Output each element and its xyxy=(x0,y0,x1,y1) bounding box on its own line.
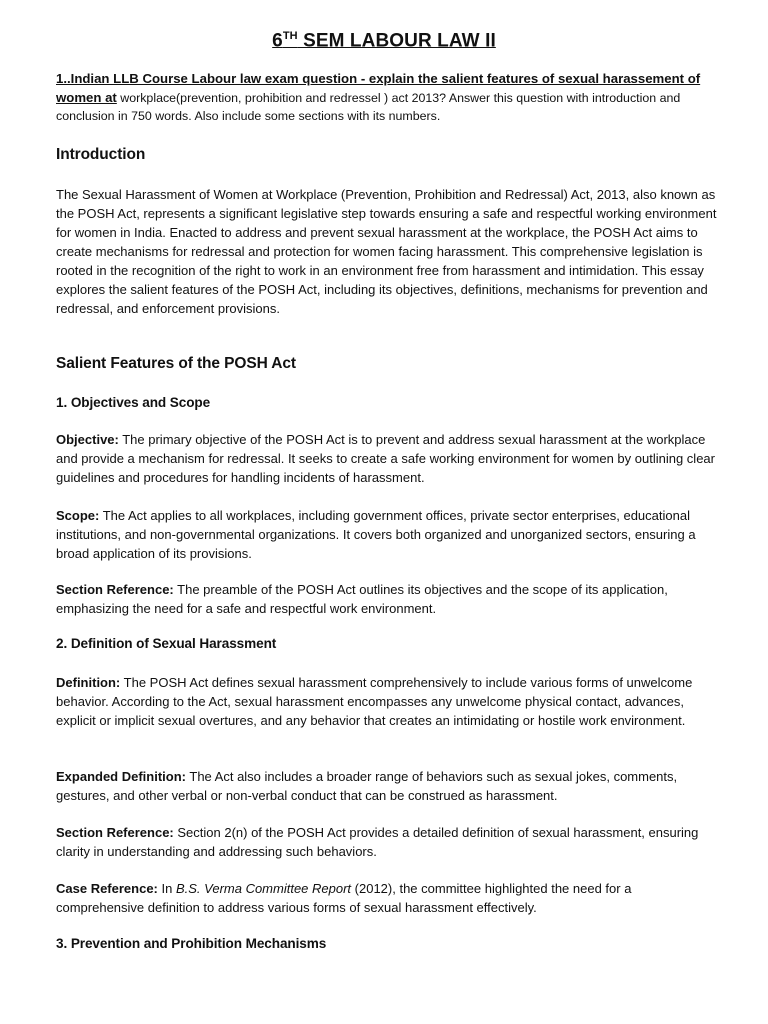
case-reference-text: (2012), the committee highlighted the need for a comprehensive definition to address various forms of sexual harassment effectively. xyxy=(56,881,632,915)
salient-features-heading: Salient Features of the POSH Act xyxy=(56,355,296,372)
section-2-heading: 2. Definition of Sexual Harassment xyxy=(56,636,277,651)
scope-label: Scope: xyxy=(56,508,100,523)
expanded-definition-text: The Act also includes a broader range of behaviors such as sexual jokes, comments, gestures, and other verbal or non-verbal conduct that can be construed as harassment. xyxy=(56,769,678,803)
page-title xyxy=(0,30,768,52)
section-2-reference-paragraph xyxy=(56,823,720,861)
definition-text: The POSH Act defines sexual harassment comprehensively to include various forms of unwelcome behavior. According to the Act, sexual harassment encompasses any unwelcome physical contact, advances, explicit or implicit sexual overtures, and any behavior that creates an intimidating or hostile work environment. xyxy=(56,675,693,728)
definition-label: Definition: xyxy=(56,675,121,690)
expanded-definition-label: Expanded Definition: xyxy=(56,769,186,784)
case-reference-label: Case Reference: xyxy=(56,881,158,896)
scope-text: The Act applies to all workplaces, including government offices, private sector enterprises, educational institutions, and non-governmental organizations. It covers both organized and unorganized sectors, ensuring a broad application of its provisions. xyxy=(56,508,696,561)
title-text: SEM LABOUR LAW II xyxy=(297,30,496,52)
section-1-reference-label: Section Reference: xyxy=(56,582,174,597)
title-superscript: TH xyxy=(282,30,298,42)
case-reference-report: B.S. Verma Committee Report xyxy=(175,881,352,896)
section-3-heading: 3. Prevention and Prohibition Mechanisms xyxy=(56,936,327,951)
section-1-reference-paragraph xyxy=(56,580,720,618)
question-bold-text: 1..Indian LLB Course Labour law exam question - explain the salient features of sexual harassement of women at xyxy=(56,71,701,105)
scope-paragraph xyxy=(56,506,720,563)
case-reference-paragraph xyxy=(56,879,720,917)
title-number: 6 xyxy=(272,30,283,52)
objective-paragraph xyxy=(56,430,720,487)
question-text: workplace(prevention, prohibition and redressel ) act 2013? Answer this question with introduction and conclusion in 750 words. Also include some sections with its numbers. xyxy=(56,90,681,123)
definition-paragraph xyxy=(56,673,720,730)
section-2-reference-label: Section Reference: xyxy=(56,825,174,840)
introduction-heading: Introduction xyxy=(56,146,146,163)
section-1-reference-text: The preamble of the POSH Act outlines its objectives and the scope of its application, emphasizing the need for a safe and respectful work environment. xyxy=(56,582,668,616)
objective-label: Objective: xyxy=(56,432,119,447)
introduction-paragraph: The Sexual Harassment of Women at Workplace (Prevention, Prohibition and Redressal) Act, 2013, also known as the POSH Act, represents a significant legislative step towards ensuring a safe and respectful working environment for women in India. Enacted to address and prevent sexual harassment at the workplace, the POSH Act aims to create mechanisms for redressal and protection for women facing harassment. This comprehensive legislation is rooted in the recognition of the right to work in an environment free from harassment and intimidation. This essay explores the salient features of the POSH Act, including its objectives, definitions, mechanisms for prevention and redressal, and enforcement provisions. xyxy=(56,187,717,316)
exam-question xyxy=(56,70,716,126)
case-reference-pre: In xyxy=(157,881,176,896)
expanded-definition-paragraph xyxy=(56,767,720,805)
section-1-heading: 1. Objectives and Scope xyxy=(56,395,211,410)
section-2-reference-text: Section 2(n) of the POSH Act provides a detailed definition of sexual harassment, ensuring clarity in understanding and addressing such behaviors. xyxy=(56,825,699,859)
objective-text: The primary objective of the POSH Act is to prevent and address sexual harassment at the workplace and provide a mechanism for redressal. It seeks to create a safe working environment for women by outlining clear guidelines and procedures for handling incidents of harassment. xyxy=(56,432,715,485)
